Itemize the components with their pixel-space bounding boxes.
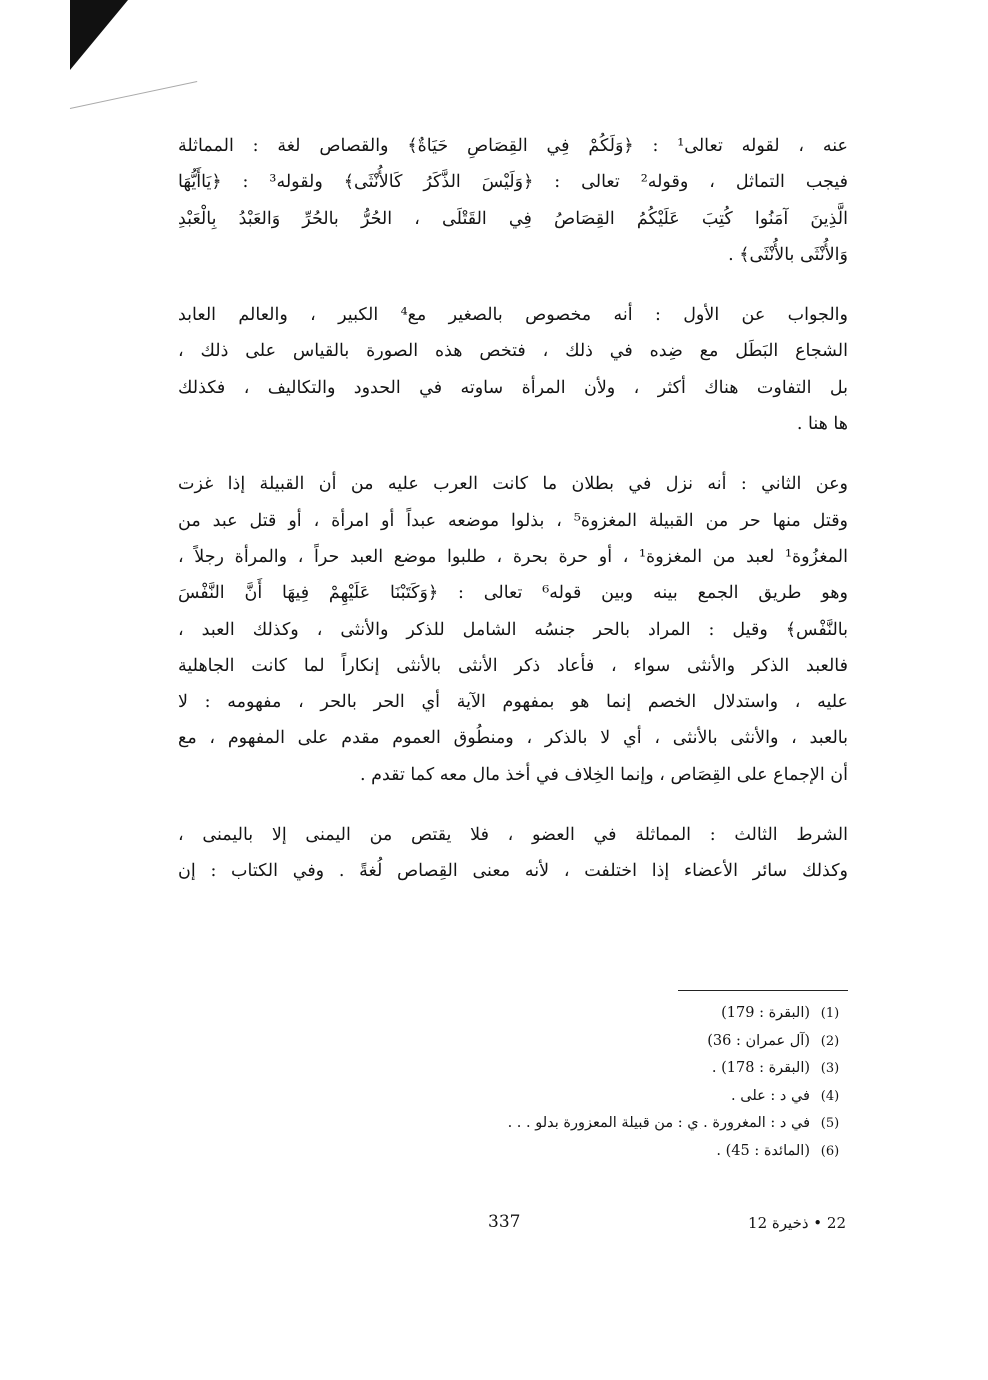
footnote-number: (2) — [820, 1033, 840, 1049]
page-body — [178, 128, 848, 890]
footnotes — [330, 1000, 850, 1166]
text-line: الشرط الثالث : المماثلة في العضو ، فلا يقتص من اليمنى إلا باليمنى ، — [178, 825, 848, 846]
footnote-number: (3) — [820, 1061, 840, 1077]
page-number: 337 — [488, 1212, 521, 1232]
text-line: المغزُوة¹ لعبد من المغزوة¹ ، أو حرة بحرة ، طلبوا موضع العبد حراً ، والمرأة رجلاً ، — [178, 546, 848, 567]
text-line: وعن الثاني : أنه نزل في بطلان ما كانت العرب عليه من أن القبيلة إذا غزت — [178, 474, 848, 495]
text-line: فيجب التماثل ، وقوله² تعالى : ﴿وَلَيْسَ الذَّكَرُ كَالأُنْثَى﴾ ولقوله³ : ﴿يَاأَيُّهَا — [178, 172, 848, 193]
footnote-divider — [678, 990, 848, 991]
paragraph-2 — [178, 297, 848, 442]
text-line: فالعبد الذكر والأنثى سواء ، فأعاد ذكر الأنثى بالأنثى إنكاراً لما كانت الجاهلية — [178, 655, 848, 676]
scan-corner-mark — [70, 0, 128, 70]
footnote-text: (البقرة : 179) — [721, 1005, 810, 1021]
footnote-item — [330, 1000, 850, 1028]
text-line: أن الإجماع على القِصَاص ، وإنما الخِلاف في أخذ مال معه كما تقدم . — [360, 764, 848, 785]
text-line: وهو طريق الجمع بينه وبين قوله⁶ تعالى : ﴿وَكَتَبْنَا عَلَيْهِمْ فِيهَا أَنَّ النَّفْسَ — [178, 583, 848, 604]
text-line: وقتل منها حر من القبيلة المغزوة⁵ ، بذلوا موضعه عبداً أو امرأة ، أو قتل عبد من — [178, 510, 848, 531]
footnote-text: (آل عمران : 36) — [707, 1032, 810, 1049]
text-line: بل التفاوت هناك أكثر ، ولأن المرأة ساوته في الحدود والتكاليف ، فكذلك — [178, 377, 848, 398]
scan-artifact-line — [70, 81, 197, 109]
footnote-text: في د : على . — [731, 1087, 810, 1104]
footnote-item — [330, 1028, 850, 1056]
footnote-item — [330, 1083, 850, 1111]
text-line: وَالأُنْثَى بالأُنْثَى﴾ . — [728, 244, 848, 265]
text-line: الَّذِينَ آمَنُوا كُتِبَ عَلَيْكُمُ القِصَاصُ فِي القَتْلَى ، الحُرُّ بالحُرِّ وَالعَبْدُ بِالْعَبْدِ — [178, 208, 848, 229]
text-line: عنه ، لقوله تعالى¹ : ﴿وَلَكُمْ فِي القِصَاصِ حَيَاةٌ﴾ والقصاص لغة : المماثلة — [178, 136, 848, 156]
text-line: عليه ، واستدلال الخصم إنما هو بمفهوم الآية أي الحر بالحر ، مفهومه : لا — [178, 692, 848, 713]
footnote-number: (1) — [820, 1006, 840, 1021]
text-line: والجواب عن الأول : أنه مخصوص بالصغير مع⁴ الكبير ، والعالم العابد — [178, 305, 848, 326]
text-line: الشجاع البَطَل مع ضِده في ذلك ، فتخص هذه الصورة بالقياس على ذلك ، — [178, 341, 848, 362]
footnote-text: (البقرة : 178) . — [711, 1060, 810, 1077]
footnote-item — [330, 1138, 850, 1166]
printer-signature: 22 • ذخيرة 12 — [748, 1214, 846, 1232]
text-line: وكذلك سائر الأعضاء إذا اختلفت ، لأنه معنى القِصاص لُغةً . وفي الكتاب : إن — [178, 861, 848, 882]
text-line: بالنَّفْس﴾ وقيل : المراد بالحر جنسُه الشامل للذكر والأنثى ، وكذلك العبد ، — [178, 619, 848, 640]
footnote-text: في د : المغرورة . ي : من قبيلة المعزورة بدلو . . . — [507, 1115, 810, 1132]
footnote-item — [330, 1110, 850, 1138]
text-line: ها هنا . — [796, 414, 848, 435]
paragraph-3 — [178, 466, 848, 793]
footnote-text: (المائدة : 45) . — [716, 1142, 810, 1159]
text-line: بالعبد ، والأنثى بالأنثى ، أي لا بالذكر ، ومنطُوق العموم مقدم على المفهوم ، مع — [178, 728, 848, 749]
paragraph-4 — [178, 817, 848, 890]
footnote-number: (5) — [820, 1116, 840, 1132]
footnote-number: (4) — [820, 1088, 840, 1104]
paragraph-1 — [178, 128, 848, 273]
footnote-number: (6) — [820, 1143, 840, 1159]
footnote-item — [330, 1055, 850, 1083]
